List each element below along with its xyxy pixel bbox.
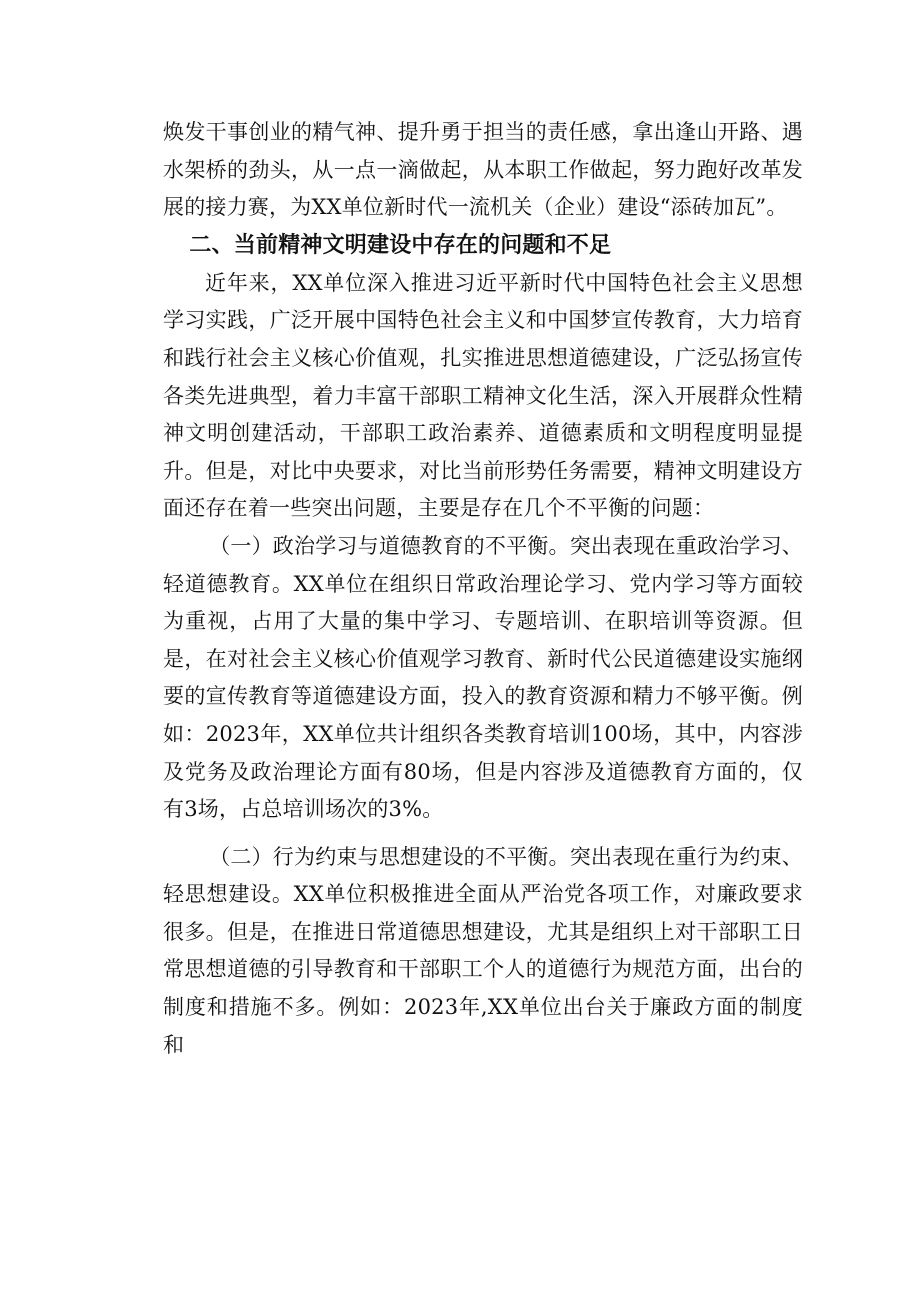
paragraph-spacer (163, 829, 803, 839)
paragraph-intro-continued: 焕发干事创业的精气神、提升勇于担当的责任感，拿出逢山开路、遇水架桥的劲头，从一点一滴做起，从本职工作做起，努力跑好改革发展的接力赛，为XX单位新时代一流机关（企业）建设“添砖加瓦”。 (163, 120, 803, 220)
section-heading: 二、当前精神文明建设中存在的问题和不足 (189, 232, 612, 258)
paragraph-imbalance-2: （二）行为约束与思想建设的不平衡。突出表现在重行为约束、轻思想建设。XX单位积极推进全面从严治党各项工作，对廉政要求很多。但是，在推进日常道德思想建设，尤其是组织上对干部职工日常思想道德的引导教育和干部职工个人的道德行为规范方面，出台的制度和措施不多。例如：2023年,XX单位出台关于廉政方面的制度和 (163, 844, 803, 1057)
paragraph-imbalance-1: （一）政治学习与道德教育的不平衡。突出表现在重政治学习、轻道德教育。XX单位在组织日常政治理论学习、党内学习等方面较为重视，占用了大量的集中学习、专题培训、在职培训等资源。但是，在对社会主义核心价值观学习教育、新时代公民道德建设实施纲要的宣传教育等道德建设方面，投入的教育资源和精力不够平衡。例如：2023年，XX单位共计组织各类教育培训100场，其中，内容涉及党务及政治理论方面有80场，但是内容涉及道德教育方面的，仅有3场，占总培训场次的3%。 (163, 533, 803, 822)
document-body (163, 114, 803, 1064)
paragraph-overview: 近年来，XX单位深入推进习近平新时代中国特色社会主义思想学习实践，广泛开展中国特色社会主义和中国梦宣传教育，大力培育和践行社会主义核心价值观，扎实推进思想道德建设，广泛弘扬宣传各类先进典型，着力丰富干部职工精神文化生活，深入开展群众性精神文明创建活动，干部职工政治素养、道德素质和文明程度明显提升。但是，对比中央要求，对比当前形势任务需要，精神文明建设方面还存在着一些突出问题，主要是存在几个不平衡的问题： (163, 270, 803, 521)
